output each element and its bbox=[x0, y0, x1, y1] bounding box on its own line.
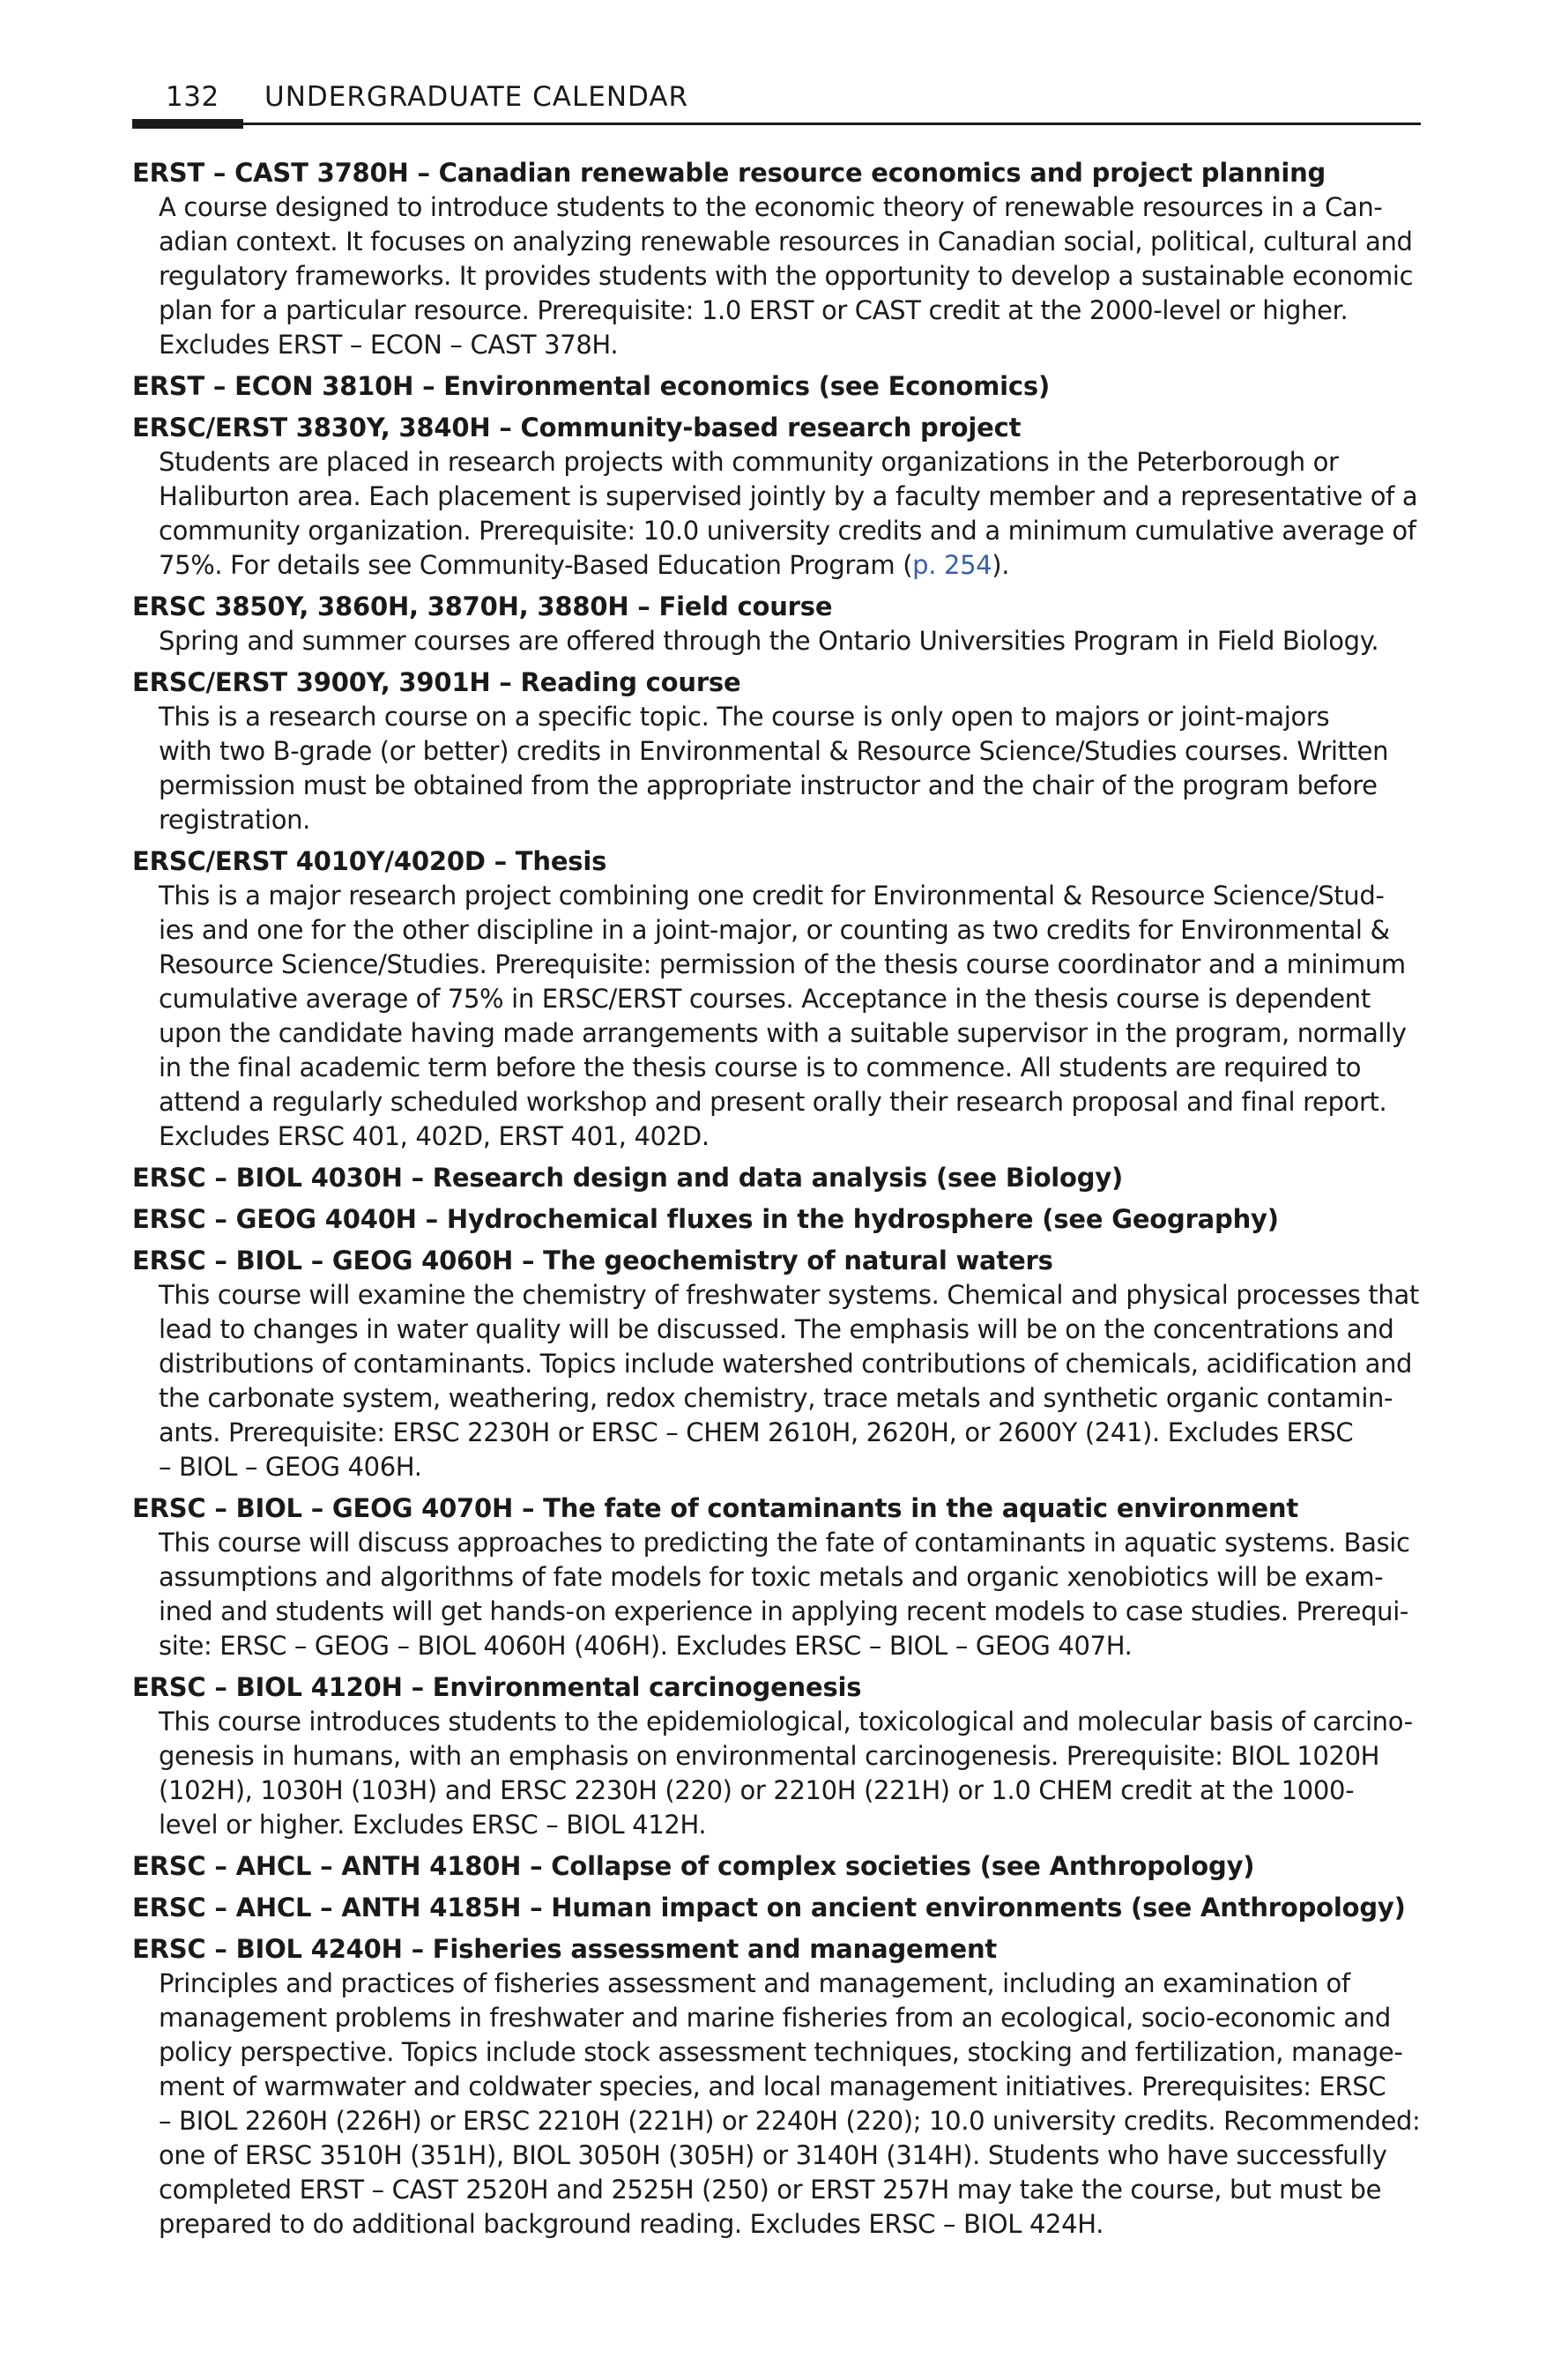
description-line: Excludes ERST – ECON – CAST 378H. bbox=[159, 330, 619, 360]
course-listing bbox=[132, 155, 1421, 2248]
course-entry bbox=[132, 844, 1421, 1154]
description-line: genesis in humans, with an emphasis on environmental carcinogenesis. Prerequisite: BIOL 1020H bbox=[159, 1741, 1380, 1771]
page-header bbox=[132, 81, 1421, 125]
description-line: This course will discuss approaches to predicting the fate of contaminants in aquatic systems. Basic bbox=[159, 1528, 1410, 1558]
description-line: community organization. Prerequisite: 10.0 university credits and a minimum cumulative average of bbox=[159, 516, 1416, 546]
description-line: Spring and summer courses are offered through the Ontario Universities Program in Field Biology. bbox=[159, 626, 1379, 656]
header-rule bbox=[132, 123, 1421, 125]
description-line: Excludes ERSC 401, 402D, ERST 401, 402D. bbox=[159, 1121, 710, 1151]
course-entry bbox=[132, 1491, 1421, 1663]
description-line: This course introduces students to the epidemiological, toxicological and molecular basis of carcino- bbox=[159, 1707, 1413, 1737]
course-description bbox=[132, 1705, 1421, 1842]
description-line: ants. Prerequisite: ERSC 2230H or ERSC – CHEM 2610H, 2620H, or 2600Y (241). Excludes ERSC bbox=[159, 1417, 1354, 1447]
description-line: Haliburton area. Each placement is supervised jointly by a faculty member and a representative of a bbox=[159, 481, 1418, 511]
course-title: ERSC – BIOL 4120H – Environmental carcinogenesis bbox=[132, 1672, 862, 1702]
course-entry bbox=[132, 1670, 1421, 1842]
course-entry bbox=[132, 1931, 1421, 2242]
course-entry bbox=[132, 368, 1421, 404]
description-text: 75%. For details see Community-Based Education Program ( bbox=[159, 550, 913, 580]
page-number: 132 bbox=[166, 81, 219, 113]
description-line: This is a research course on a specific topic. The course is only open to majors or joint-majors bbox=[159, 702, 1330, 732]
course-entry bbox=[132, 1890, 1421, 1925]
description-line: adian context. It focuses on analyzing renewable resources in Canadian social, political, cultural and bbox=[159, 227, 1413, 257]
description-line: This is a major research project combining one credit for Environmental & Resource Science/Stud- bbox=[159, 881, 1385, 911]
course-description bbox=[132, 1967, 1421, 2242]
description-line: assumptions and algorithms of fate models for toxic metals and organic xenobiotics will be exam- bbox=[159, 1562, 1384, 1592]
course-entry bbox=[132, 1848, 1421, 1884]
course-entry bbox=[132, 665, 1421, 837]
description-line: plan for a particular resource. Prerequisite: 1.0 ERST or CAST credit at the 2000-level or higher. bbox=[159, 295, 1349, 325]
description-line: management problems in freshwater and marine fisheries from an ecological, socio-economic and bbox=[159, 2003, 1391, 2033]
description-line: – BIOL – GEOG 406H. bbox=[159, 1452, 422, 1482]
description-line: the carbonate system, weathering, redox chemistry, trace metals and synthetic organic contamin- bbox=[159, 1383, 1393, 1413]
description-line: Students are placed in research projects with community organizations in the Peterborough or bbox=[159, 447, 1339, 477]
course-entry bbox=[132, 1160, 1421, 1195]
description-line: site: ERSC – GEOG – BIOL 4060H (406H). Excludes ERSC – BIOL – GEOG 407H. bbox=[159, 1631, 1133, 1661]
description-line: (102H), 1030H (103H) and ERSC 2230H (220) or 2210H (221H) or 1.0 CHEM credit at the 1000- bbox=[159, 1775, 1355, 1805]
description-line: upon the candidate having made arrangements with a suitable supervisor in the program, normally bbox=[159, 1018, 1407, 1048]
description-line: Principles and practices of fisheries assessment and management, including an examination of bbox=[159, 1968, 1350, 1998]
description-line: attend a regularly scheduled workshop and present orally their research proposal and final report. bbox=[159, 1087, 1387, 1117]
course-title: ERST – CAST 3780H – Canadian renewable resource economics and project planning bbox=[132, 158, 1326, 188]
course-title: ERST – ECON 3810H – Environmental economics (see Economics) bbox=[132, 371, 1051, 401]
description-line: cumulative average of 75% in ERSC/ERST courses. Acceptance in the thesis course is dependent bbox=[159, 984, 1371, 1014]
course-title: ERSC/ERST 3830Y, 3840H – Community-based research project bbox=[132, 413, 1022, 443]
course-description bbox=[132, 190, 1421, 362]
description-line: one of ERSC 3510H (351H), BIOL 3050H (305H) or 3140H (314H). Students who have successfully bbox=[159, 2140, 1387, 2170]
course-entry bbox=[132, 1201, 1421, 1237]
course-description bbox=[132, 624, 1421, 658]
description-line: registration. bbox=[159, 805, 310, 835]
description-line bbox=[159, 548, 1421, 583]
description-line: lead to changes in water quality will be discussed. The emphasis will be on the concentrations and bbox=[159, 1314, 1394, 1344]
course-title: ERSC 3850Y, 3860H, 3870H, 3880H – Field course bbox=[132, 591, 833, 621]
course-description bbox=[132, 700, 1421, 837]
description-text: ). bbox=[992, 550, 1010, 580]
course-title: ERSC/ERST 3900Y, 3901H – Reading course bbox=[132, 667, 741, 697]
description-line: ined and students will get hands-on experience in applying recent models to case studies. Prerequi- bbox=[159, 1596, 1409, 1626]
description-line: Resource Science/Studies. Prerequisite: permission of the thesis course coordinator and a minimum bbox=[159, 949, 1406, 979]
course-title: ERSC – BIOL – GEOG 4070H – The fate of contaminants in the aquatic environment bbox=[132, 1493, 1299, 1523]
course-title: ERSC – BIOL – GEOG 4060H – The geochemistry of natural waters bbox=[132, 1246, 1053, 1276]
course-description bbox=[132, 1526, 1421, 1663]
description-line: permission must be obtained from the appropriate instructor and the chair of the program before bbox=[159, 770, 1378, 800]
course-title: ERSC – BIOL 4030H – Research design and data analysis (see Biology) bbox=[132, 1163, 1124, 1193]
course-entry bbox=[132, 410, 1421, 583]
course-description bbox=[132, 445, 1421, 583]
page-reference-link[interactable]: p. 254 bbox=[912, 550, 992, 580]
description-line: regulatory frameworks. It provides students with the opportunity to develop a sustainable economic bbox=[159, 261, 1414, 291]
course-title: ERSC – GEOG 4040H – Hydrochemical fluxes in the hydrosphere (see Geography) bbox=[132, 1204, 1279, 1234]
description-line: level or higher. Excludes ERSC – BIOL 412H. bbox=[159, 1810, 707, 1840]
description-line: ies and one for the other discipline in a joint-major, or counting as two credits for Environmental & bbox=[159, 915, 1390, 945]
description-line: in the final academic term before the thesis course is to commence. All students are required to bbox=[159, 1052, 1362, 1082]
description-line: distributions of contaminants. Topics include watershed contributions of chemicals, acidification and bbox=[159, 1349, 1413, 1379]
description-line: This course will examine the chemistry of freshwater systems. Chemical and physical processes that bbox=[159, 1280, 1419, 1310]
description-line: ment of warmwater and coldwater species, and local management initiatives. Prerequisites: ERSC bbox=[159, 2071, 1386, 2101]
running-head: UNDERGRADUATE CALENDAR bbox=[264, 81, 689, 113]
course-title: ERSC – AHCL – ANTH 4180H – Collapse of complex societies (see Anthropology) bbox=[132, 1851, 1255, 1881]
description-line: policy perspective. Topics include stock assessment techniques, stocking and fertilization, manage- bbox=[159, 2037, 1403, 2067]
description-line: – BIOL 2260H (226H) or ERSC 2210H (221H) or 2240H (220); 10.0 university credits. Recommended: bbox=[159, 2106, 1421, 2136]
course-title: ERSC/ERST 4010Y/4020D – Thesis bbox=[132, 846, 607, 876]
course-title: ERSC – BIOL 4240H – Fisheries assessment and management bbox=[132, 1934, 998, 1964]
course-entry bbox=[132, 155, 1421, 362]
course-description bbox=[132, 879, 1421, 1154]
course-entry bbox=[132, 1243, 1421, 1484]
course-entry bbox=[132, 589, 1421, 658]
course-description bbox=[132, 1278, 1421, 1484]
course-title: ERSC – AHCL – ANTH 4185H – Human impact on ancient environments (see Anthropology) bbox=[132, 1893, 1406, 1923]
description-line: with two B-grade (or better) credits in Environmental & Resource Science/Studies courses. Written bbox=[159, 736, 1389, 766]
description-line: completed ERST – CAST 2520H and 2525H (250) or ERST 257H may take the course, but must be bbox=[159, 2175, 1382, 2205]
description-line: A course designed to introduce students to the economic theory of renewable resources in a Can- bbox=[159, 192, 1383, 222]
description-line: prepared to do additional background reading. Excludes ERSC – BIOL 424H. bbox=[159, 2209, 1104, 2239]
